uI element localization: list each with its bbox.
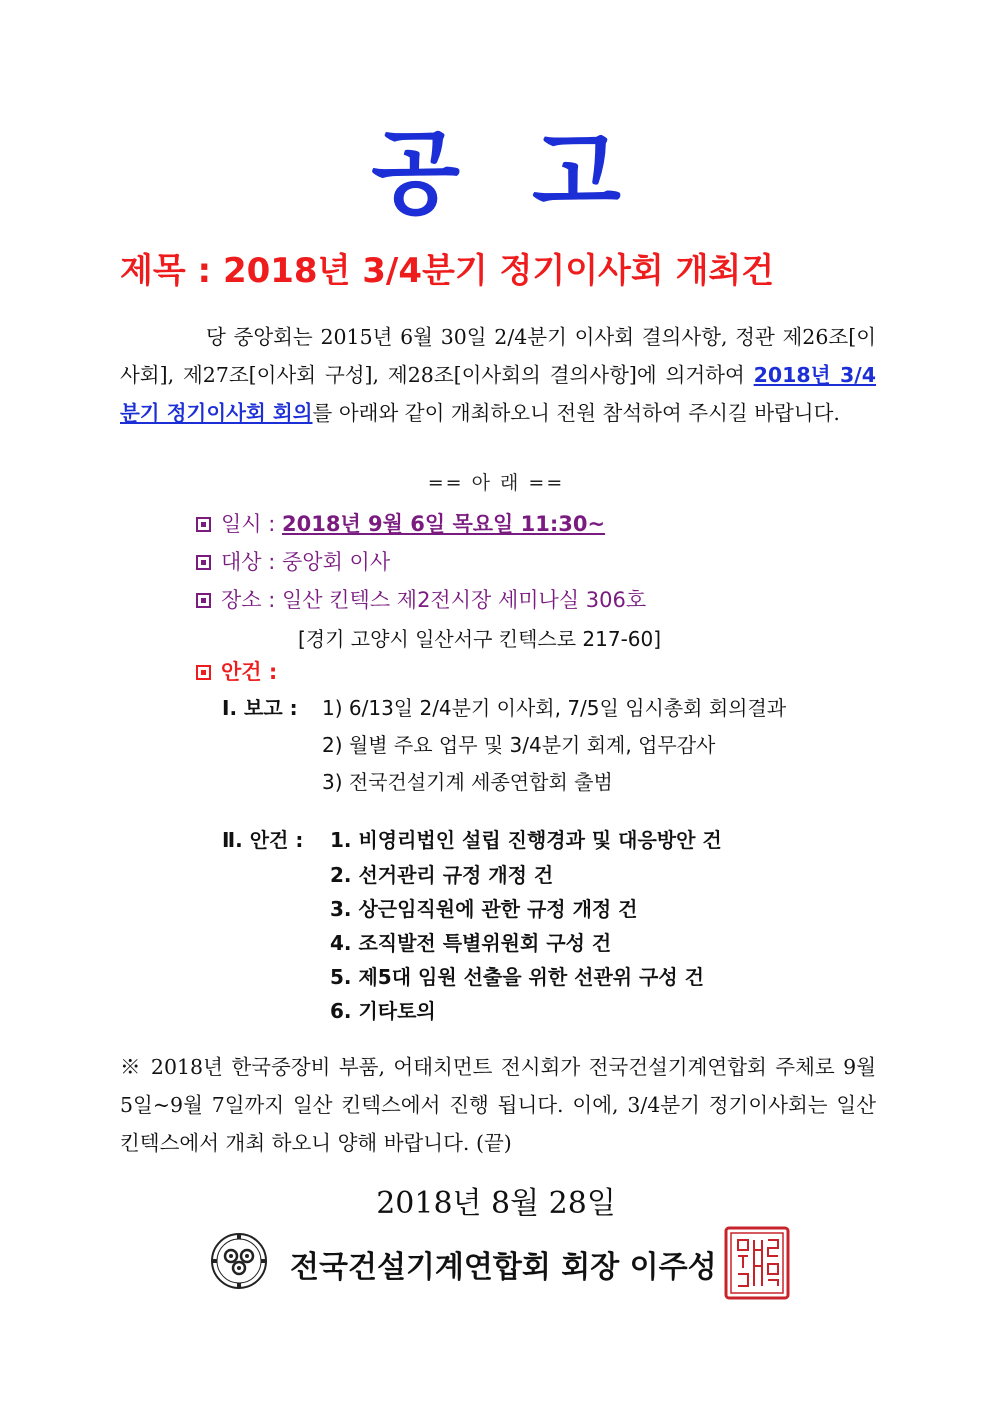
agenda-item: 4. 조직발전 특별위원회 구성 건 [330,931,612,955]
intro-paragraph [120,318,876,432]
agenda-item: 6. 기타토의 [330,999,436,1023]
datetime-value: 2018년 9월 6일 목요일 11:30~ [282,512,606,536]
issue-date: 2018년 8월 28일 [376,1186,616,1221]
footnote: ※ 2018년 한국중장비 부품, 어태치먼트 전시회가 전국건설기계연합회 주체로 9월 5일~9월 7일까지 일산 킨텍스에서 진행 됩니다. 이에, 3/4분기 정기이사회는 일산 킨텍스에서 개최 하오니 양해 바랍니다. (끝) [120,1055,876,1155]
detail-target [196,546,390,576]
target-label: 대상 : [221,550,282,574]
agenda-label: 안건 : [221,660,278,684]
intro-text-after: 를 아래와 같이 개최하오니 전원 참석하여 주시길 바랍니다. [312,401,840,425]
intro-text-before: 당 중앙회는 2015년 6월 30일 2/4분기 이사회 결의사항, 정관 제26조[이사회], 제27조[이사회 구성], 제28조[이사회의 결의사항]에 의거하여 [120,325,876,387]
intro-highlight: 2018년 3/4분기 정기이사회 회의 [120,363,876,425]
detail-place [196,584,646,614]
square-bullet-icon [196,517,211,532]
detail-datetime [196,508,605,538]
signature-line: 전국건설기계연합회 회장 이주성 [290,1250,717,1285]
place-label: 장소 : [221,588,282,612]
subject-line: 제목 : 2018년 3/4분기 정기이사회 개최건 [120,251,775,291]
official-seal-icon [724,1226,790,1300]
report-item: 2) 월별 주요 업무 및 3/4분기 회계, 업무감사 [322,733,716,757]
agenda-item: 2. 선거관리 규정 개정 건 [330,863,554,887]
report-label: Ⅰ. 보고 : [222,696,298,720]
association-emblem-icon [210,1232,268,1290]
place-value: 일산 킨텍스 제2전시장 세미나실 306호 [282,588,647,612]
square-bullet-icon [196,665,211,680]
place-address: [경기 고양시 일산서구 킨텍스로 217-60] [298,627,662,651]
title-char-1: 공 [371,120,460,227]
agenda-item: 1. 비영리법인 설립 진행경과 및 대응방안 건 [330,828,722,852]
items-label: Ⅱ. 안건 : [222,828,304,852]
report-item: 3) 전국건설기계 세종연합회 출범 [322,770,613,794]
agenda-item: 3. 상근임직원에 관한 규정 개정 건 [330,897,638,921]
square-bullet-icon [196,555,211,570]
page-title [0,100,992,232]
square-bullet-icon [196,593,211,608]
target-value: 중앙회 이사 [282,550,391,574]
title-char-2: 고 [532,120,621,227]
agenda-item: 5. 제5대 임원 선출을 위한 선관위 구성 건 [330,965,704,989]
datetime-label: 일시 : [221,512,282,536]
report-item: 1) 6/13일 2/4분기 이사회, 7/5일 임시총회 회의결과 [322,696,787,720]
agenda-heading [196,656,277,686]
arae-heading: == 아 래 == [427,472,565,494]
